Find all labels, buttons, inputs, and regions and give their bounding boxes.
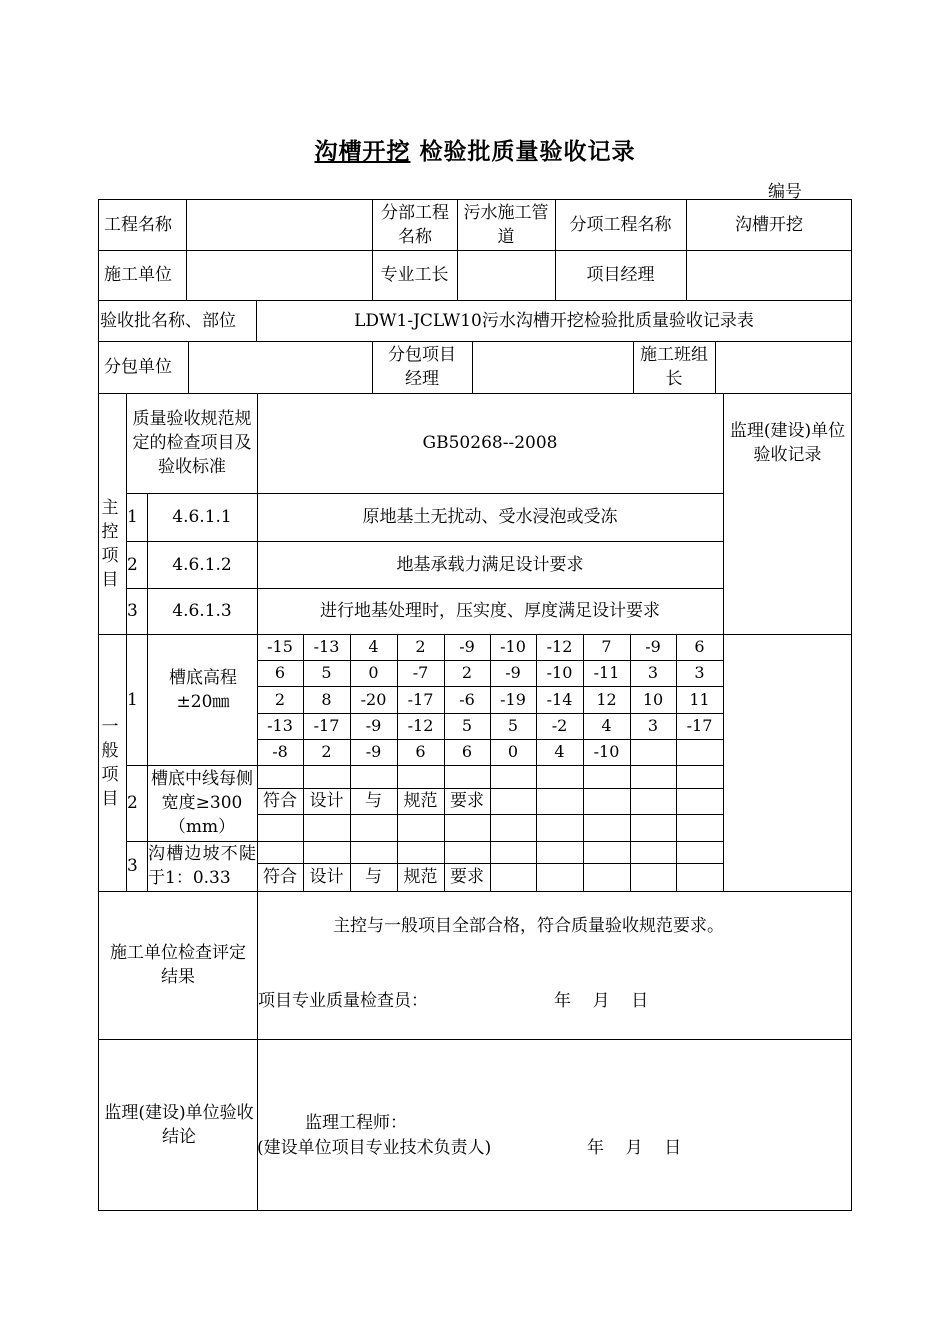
elevation-value: -15 <box>267 637 293 656</box>
title-underlined-part: 沟槽开挖 <box>314 139 411 165</box>
elevation-value: 11 <box>689 689 710 709</box>
elevation-value: 4 <box>368 637 379 656</box>
elevation-value: 12 <box>596 689 617 709</box>
general-item-no: 1 <box>127 689 138 710</box>
elevation-value: 5 <box>321 663 332 682</box>
elevation-value: -2 <box>551 716 568 735</box>
main-item-no: 2 <box>127 554 138 575</box>
elevation-value: -8 <box>272 742 288 761</box>
elevation-value: 6 <box>461 742 473 761</box>
elevation-value: -12 <box>407 716 434 735</box>
inspector-label: 项目专业质量检查员： <box>258 991 428 1011</box>
item-project-value[interactable]: 沟槽开挖 <box>735 214 803 235</box>
elevation-value: -9 <box>365 716 382 735</box>
slope-label: 沟槽边坡不陡于1：0.33 <box>148 844 256 888</box>
spec-label: 质量验收规范规定的检查项目及验收标准 <box>132 409 252 477</box>
title-rest: 检验批质量验收记录 <box>419 139 636 165</box>
elevation-value: -10 <box>593 742 620 761</box>
item-project-label: 分项工程名称 <box>569 214 672 235</box>
foreman-field[interactable] <box>457 250 555 300</box>
elevation-value: 4 <box>554 742 565 761</box>
supervision-engineer-label: 监理工程师： <box>305 1113 407 1133</box>
spec-value: GB50268--2008 <box>422 433 558 453</box>
conformity-word: 符合 <box>263 791 297 811</box>
main-item-text: 地基承载力满足设计要求 <box>396 554 584 575</box>
construction-result-label: 施工单位检查评定结果 <box>110 943 246 987</box>
general-item-no: 3 <box>127 856 138 876</box>
foreman-label: 专业工长 <box>380 265 449 285</box>
conformity-word: 与 <box>365 791 382 811</box>
elevation-value <box>676 739 723 765</box>
subcontractor-field[interactable] <box>188 341 372 393</box>
project-manager-label: 项目经理 <box>586 265 655 285</box>
elevation-value: -6 <box>459 689 475 709</box>
elevation-value <box>630 739 676 765</box>
construction-result-text: 主控与一般项目全部合格，符合质量验收规范要求。 <box>333 916 724 936</box>
sub-pm-field[interactable] <box>472 341 633 393</box>
conformity-word: 设计 <box>309 867 344 887</box>
project-manager-field[interactable] <box>686 250 852 300</box>
elevation-value: -13 <box>267 716 293 735</box>
conformity-word: 规范 <box>403 791 438 811</box>
team-leader-label: 施工班组长 <box>640 345 708 389</box>
inspection-date: 年 月 日 <box>554 991 649 1011</box>
elevation-value: 5 <box>507 716 519 735</box>
elevation-value: -9 <box>459 637 475 656</box>
conformity-word: 要求 <box>450 867 484 887</box>
elevation-value: 0 <box>368 663 379 682</box>
construction-unit-field[interactable] <box>186 250 372 300</box>
elevation-value: 6 <box>694 637 705 656</box>
main-item-text: 原地基土无扰动、受水浸泡或受冻 <box>362 507 618 527</box>
width-label: 槽底中线每侧宽度≥300（mm） <box>151 769 253 837</box>
main-item-code: 4.6.1.3 <box>172 601 232 621</box>
elevation-value: -9 <box>365 742 382 761</box>
elevation-value: -13 <box>313 637 340 656</box>
subcontractor-label: 分包单位 <box>104 357 172 377</box>
main-item-no: 1 <box>127 507 138 527</box>
elevation-value: -19 <box>500 689 526 709</box>
supervision-date: 年 月 日 <box>587 1138 682 1158</box>
elevation-value: 3 <box>694 663 705 682</box>
main-item-no: 3 <box>127 601 138 621</box>
batch-label: 验收批名称、部位 <box>100 310 236 331</box>
elevation-value: 2 <box>415 637 426 656</box>
owner-representative-label: (建设单位项目专业技术负责人) <box>257 1138 492 1158</box>
general-items-label: 一般项目 <box>101 716 119 809</box>
elevation-value: -20 <box>360 689 387 709</box>
general-item-no: 2 <box>127 793 138 813</box>
elevation-value: 3 <box>647 663 659 682</box>
main-item-code: 4.6.1.2 <box>172 554 232 575</box>
elevation-value: -11 <box>593 663 620 682</box>
elevation-value: -9 <box>645 637 661 656</box>
project-name-field[interactable] <box>186 199 372 250</box>
document-title <box>0 133 950 166</box>
elevation-label: 槽底高程±20㎜ <box>169 667 237 712</box>
elevation-value: 6 <box>415 742 426 761</box>
supervision-result-label: 监理(建设)单位验收结论 <box>104 1103 254 1147</box>
elevation-value: -14 <box>546 689 573 709</box>
elevation-value: -9 <box>505 663 521 682</box>
conformity-word: 规范 <box>403 867 438 887</box>
batch-value[interactable]: LDW1-JCLW10污水沟槽开挖检验批质量验收记录表 <box>354 310 754 331</box>
elevation-value: 2 <box>321 742 332 761</box>
elevation-value: 5 <box>461 716 473 735</box>
conformity-word: 与 <box>365 867 382 887</box>
elevation-value: -17 <box>407 689 434 709</box>
conformity-word: 要求 <box>450 791 484 811</box>
team-leader-field[interactable] <box>715 341 852 393</box>
elevation-value: -7 <box>412 663 429 682</box>
conformity-word: 符合 <box>263 867 297 887</box>
sub-project-label: 分部工程名称 <box>381 202 449 247</box>
elevation-value: 0 <box>507 742 519 761</box>
elevation-value: 8 <box>321 689 332 709</box>
project-name-label: 工程名称 <box>104 214 172 235</box>
sub-project-value[interactable]: 污水施工管道 <box>463 202 549 247</box>
supervisor-record-label: 监理(建设)单位验收记录 <box>729 421 846 465</box>
sub-pm-label: 分包项目经理 <box>388 345 456 389</box>
elevation-value: 2 <box>274 689 286 709</box>
main-control-label: 主控项目 <box>101 497 119 590</box>
main-item-text: 进行地基处理时，压实度、厚度满足设计要求 <box>320 601 660 621</box>
elevation-value: 7 <box>601 637 612 656</box>
elevation-value: -17 <box>313 716 340 735</box>
elevation-value: -10 <box>546 663 573 682</box>
elevation-value: 3 <box>647 716 659 735</box>
elevation-value: -12 <box>546 637 573 656</box>
main-item-code: 4.6.1.1 <box>172 507 232 527</box>
elevation-value: -10 <box>500 637 526 656</box>
conformity-word: 设计 <box>309 791 344 811</box>
elevation-value: 2 <box>461 663 473 682</box>
elevation-value: 6 <box>274 663 286 682</box>
construction-unit-label: 施工单位 <box>104 265 172 285</box>
serial-number-label: 编号 <box>768 182 802 202</box>
elevation-value: -17 <box>686 716 713 735</box>
elevation-value: 10 <box>642 689 664 709</box>
elevation-value: 4 <box>601 716 612 735</box>
